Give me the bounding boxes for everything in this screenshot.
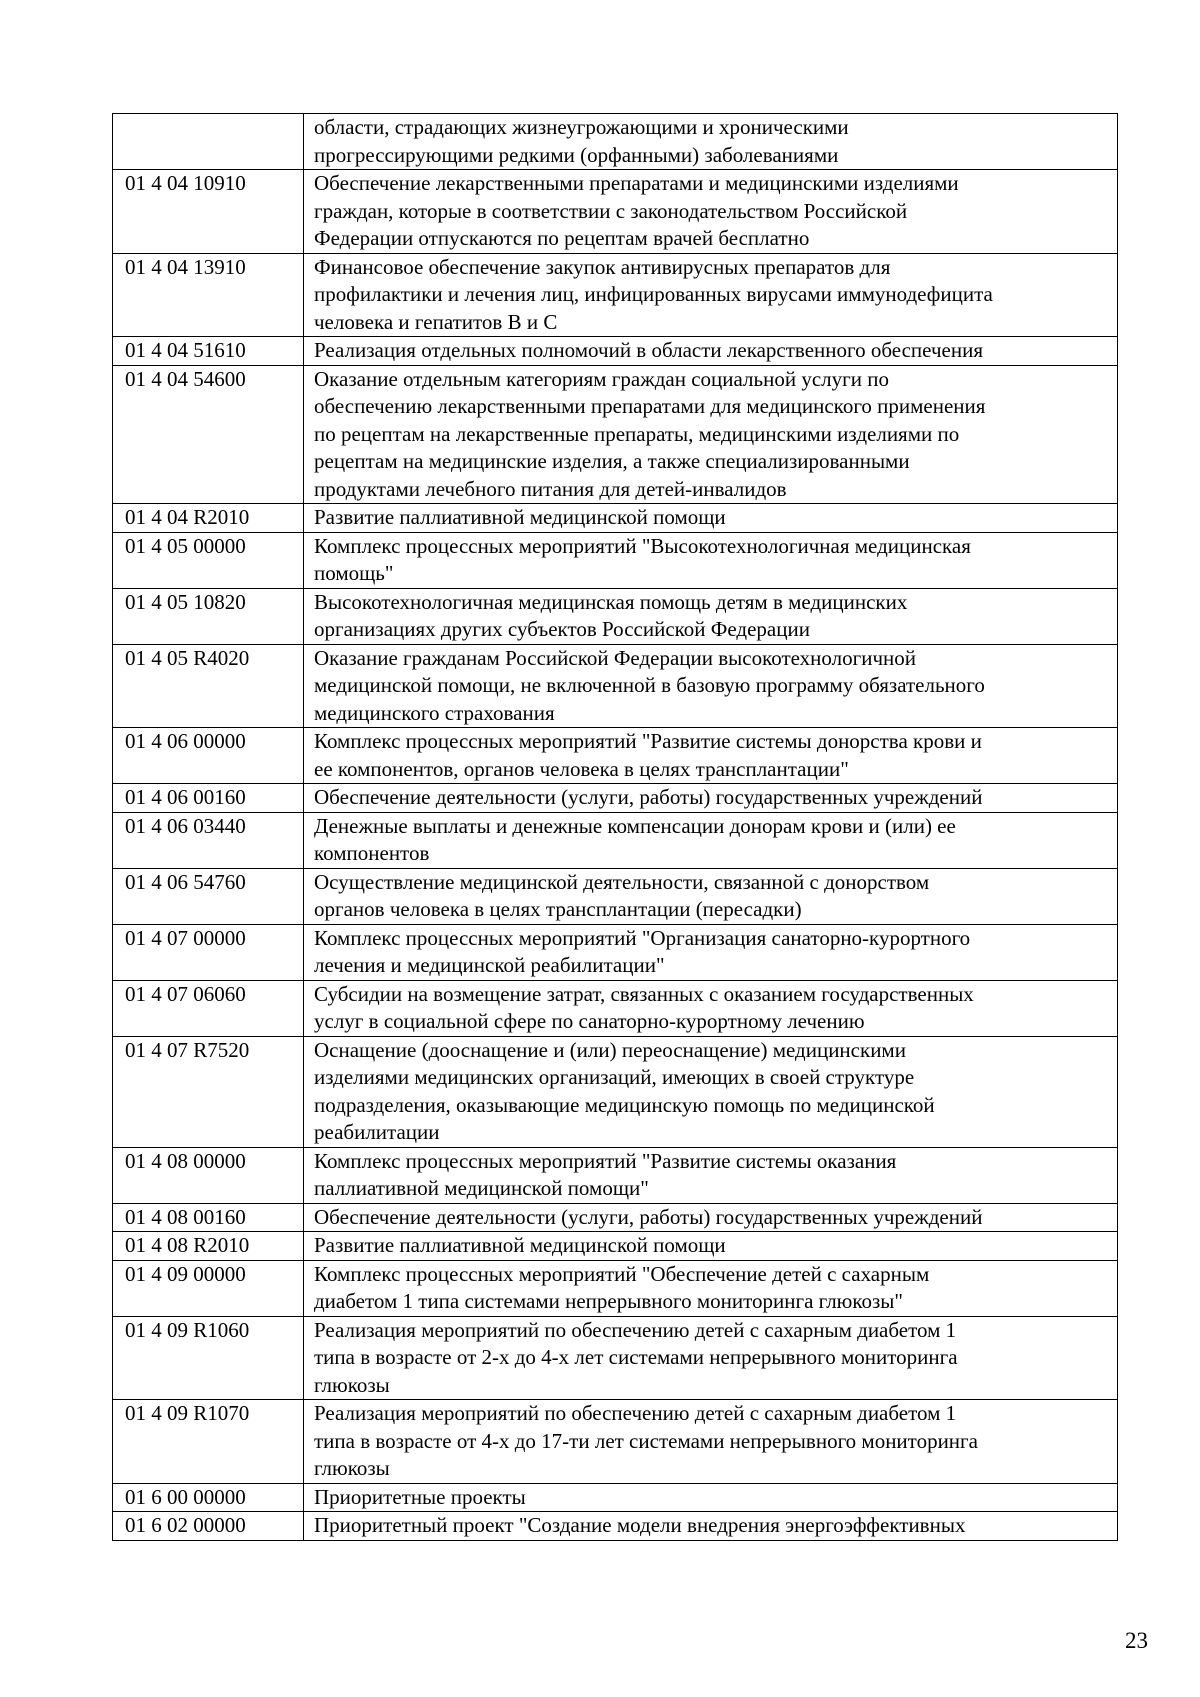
table-row	[113, 644, 1118, 728]
classification-code: 01 4 04 10910	[113, 170, 304, 254]
table-row	[113, 1232, 1118, 1261]
table-row	[113, 1483, 1118, 1512]
expense-description: Осуществление медицинской деятельности, связанной с донорством органов человека в целях трансплантации (пересадки)	[304, 868, 1118, 924]
expense-description: Оказание отдельным категориям граждан социальной услуги по обеспечению лекарственными препаратами для медицинского применения по рецептам на лекарственные препараты, медицинскими изделиями по рецептам на медицинские изделия, а также специализированными продуктами лечебного питания для детей-инвалидов	[304, 365, 1118, 504]
expense-description: Денежные выплаты и денежные компенсации донорам крови и (или) ее компонентов	[304, 812, 1118, 868]
classification-code	[113, 114, 304, 170]
table-row	[113, 365, 1118, 504]
classification-code: 01 4 04 R2010	[113, 504, 304, 533]
expense-description: Высокотехнологичная медицинская помощь детям в медицинских организациях других субъектов Российской Федерации	[304, 588, 1118, 644]
table-row	[113, 980, 1118, 1036]
classification-code: 01 4 06 03440	[113, 812, 304, 868]
classification-code: 01 4 09 R1060	[113, 1316, 304, 1400]
classification-code: 01 4 08 00000	[113, 1147, 304, 1203]
classification-code: 01 4 04 54600	[113, 365, 304, 504]
classification-code: 01 4 09 00000	[113, 1260, 304, 1316]
table-row	[113, 114, 1118, 170]
expense-description: Развитие паллиативной медицинской помощи	[304, 504, 1118, 533]
classification-code: 01 6 00 00000	[113, 1483, 304, 1512]
table-row	[113, 728, 1118, 784]
table-row	[113, 1260, 1118, 1316]
expense-description: Комплекс процессных мероприятий "Развитие системы оказания паллиативной медицинской помощи"	[304, 1147, 1118, 1203]
classification-code: 01 4 04 51610	[113, 337, 304, 366]
classification-code: 01 6 02 00000	[113, 1512, 304, 1541]
table-row	[113, 253, 1118, 337]
page-number: 23	[1125, 1628, 1148, 1653]
table-row	[113, 337, 1118, 366]
budget-code-table	[112, 113, 1118, 1541]
classification-code: 01 4 07 06060	[113, 980, 304, 1036]
expense-description: Реализация мероприятий по обеспечению детей с сахарным диабетом 1 типа в возрасте от 4-х до 17-ти лет системами непрерывного мониторинга глюкозы	[304, 1400, 1118, 1484]
expense-description: Комплекс процессных мероприятий "Высокотехнологичная медицинская помощь"	[304, 532, 1118, 588]
classification-code: 01 4 07 R7520	[113, 1036, 304, 1147]
table-row	[113, 1147, 1118, 1203]
expense-description: Реализация отдельных полномочий в области лекарственного обеспечения	[304, 337, 1118, 366]
expense-description: Развитие паллиативной медицинской помощи	[304, 1232, 1118, 1261]
classification-code: 01 4 05 00000	[113, 532, 304, 588]
table-row	[113, 784, 1118, 813]
expense-description: Приоритетный проект "Создание модели внедрения энергоэффективных	[304, 1512, 1118, 1541]
expense-description: Комплекс процессных мероприятий "Развитие системы донорства крови и ее компонентов, органов человека в целях трансплантации"	[304, 728, 1118, 784]
table-row	[113, 868, 1118, 924]
expense-description: Комплекс процессных мероприятий "Обеспечение детей с сахарным диабетом 1 типа системами непрерывного мониторинга глюкозы"	[304, 1260, 1118, 1316]
expense-description: области, страдающих жизнеугрожающими и хроническими прогрессирующими редкими (орфанными) заболеваниями	[304, 114, 1118, 170]
expense-description: Реализация мероприятий по обеспечению детей с сахарным диабетом 1 типа в возрасте от 2-х до 4-х лет системами непрерывного мониторинга глюкозы	[304, 1316, 1118, 1400]
table-row	[113, 170, 1118, 254]
expense-description: Оказание гражданам Российской Федерации высокотехнологичной медицинской помощи, не включенной в базовую программу обязательного медицинского страхования	[304, 644, 1118, 728]
classification-code: 01 4 07 00000	[113, 924, 304, 980]
classification-code: 01 4 06 54760	[113, 868, 304, 924]
table-row	[113, 924, 1118, 980]
expense-description: Оснащение (дооснащение и (или) переоснащение) медицинскими изделиями медицинских организаций, имеющих в своей структуре подразделения, оказывающие медицинскую помощь по медицинской реабилитации	[304, 1036, 1118, 1147]
expense-description: Обеспечение деятельности (услуги, работы) государственных учреждений	[304, 784, 1118, 813]
table-body	[113, 114, 1118, 1541]
classification-code: 01 4 05 R4020	[113, 644, 304, 728]
table-row	[113, 1316, 1118, 1400]
expense-description: Обеспечение деятельности (услуги, работы) государственных учреждений	[304, 1203, 1118, 1232]
classification-code: 01 4 06 00160	[113, 784, 304, 813]
classification-code: 01 4 09 R1070	[113, 1400, 304, 1484]
expense-description: Приоритетные проекты	[304, 1483, 1118, 1512]
classification-code: 01 4 06 00000	[113, 728, 304, 784]
table-row	[113, 1400, 1118, 1484]
table-row	[113, 532, 1118, 588]
expense-description: Обеспечение лекарственными препаратами и медицинскими изделиями граждан, которые в соответствии с законодательством Российской Федерации отпускаются по рецептам врачей бесплатно	[304, 170, 1118, 254]
table-row	[113, 1203, 1118, 1232]
expense-description: Субсидии на возмещение затрат, связанных с оказанием государственных услуг в социальной сфере по санаторно-курортному лечению	[304, 980, 1118, 1036]
classification-code: 01 4 05 10820	[113, 588, 304, 644]
classification-code: 01 4 08 00160	[113, 1203, 304, 1232]
table-row	[113, 1512, 1118, 1541]
expense-description: Финансовое обеспечение закупок антивирусных препаратов для профилактики и лечения лиц, инфицированных вирусами иммунодефицита человека и гепатитов В и С	[304, 253, 1118, 337]
classification-code: 01 4 04 13910	[113, 253, 304, 337]
table-row	[113, 504, 1118, 533]
classification-code: 01 4 08 R2010	[113, 1232, 304, 1261]
expense-description: Комплекс процессных мероприятий "Организация санаторно-курортного лечения и медицинской реабилитации"	[304, 924, 1118, 980]
table-row	[113, 812, 1118, 868]
table-row	[113, 588, 1118, 644]
table-row	[113, 1036, 1118, 1147]
